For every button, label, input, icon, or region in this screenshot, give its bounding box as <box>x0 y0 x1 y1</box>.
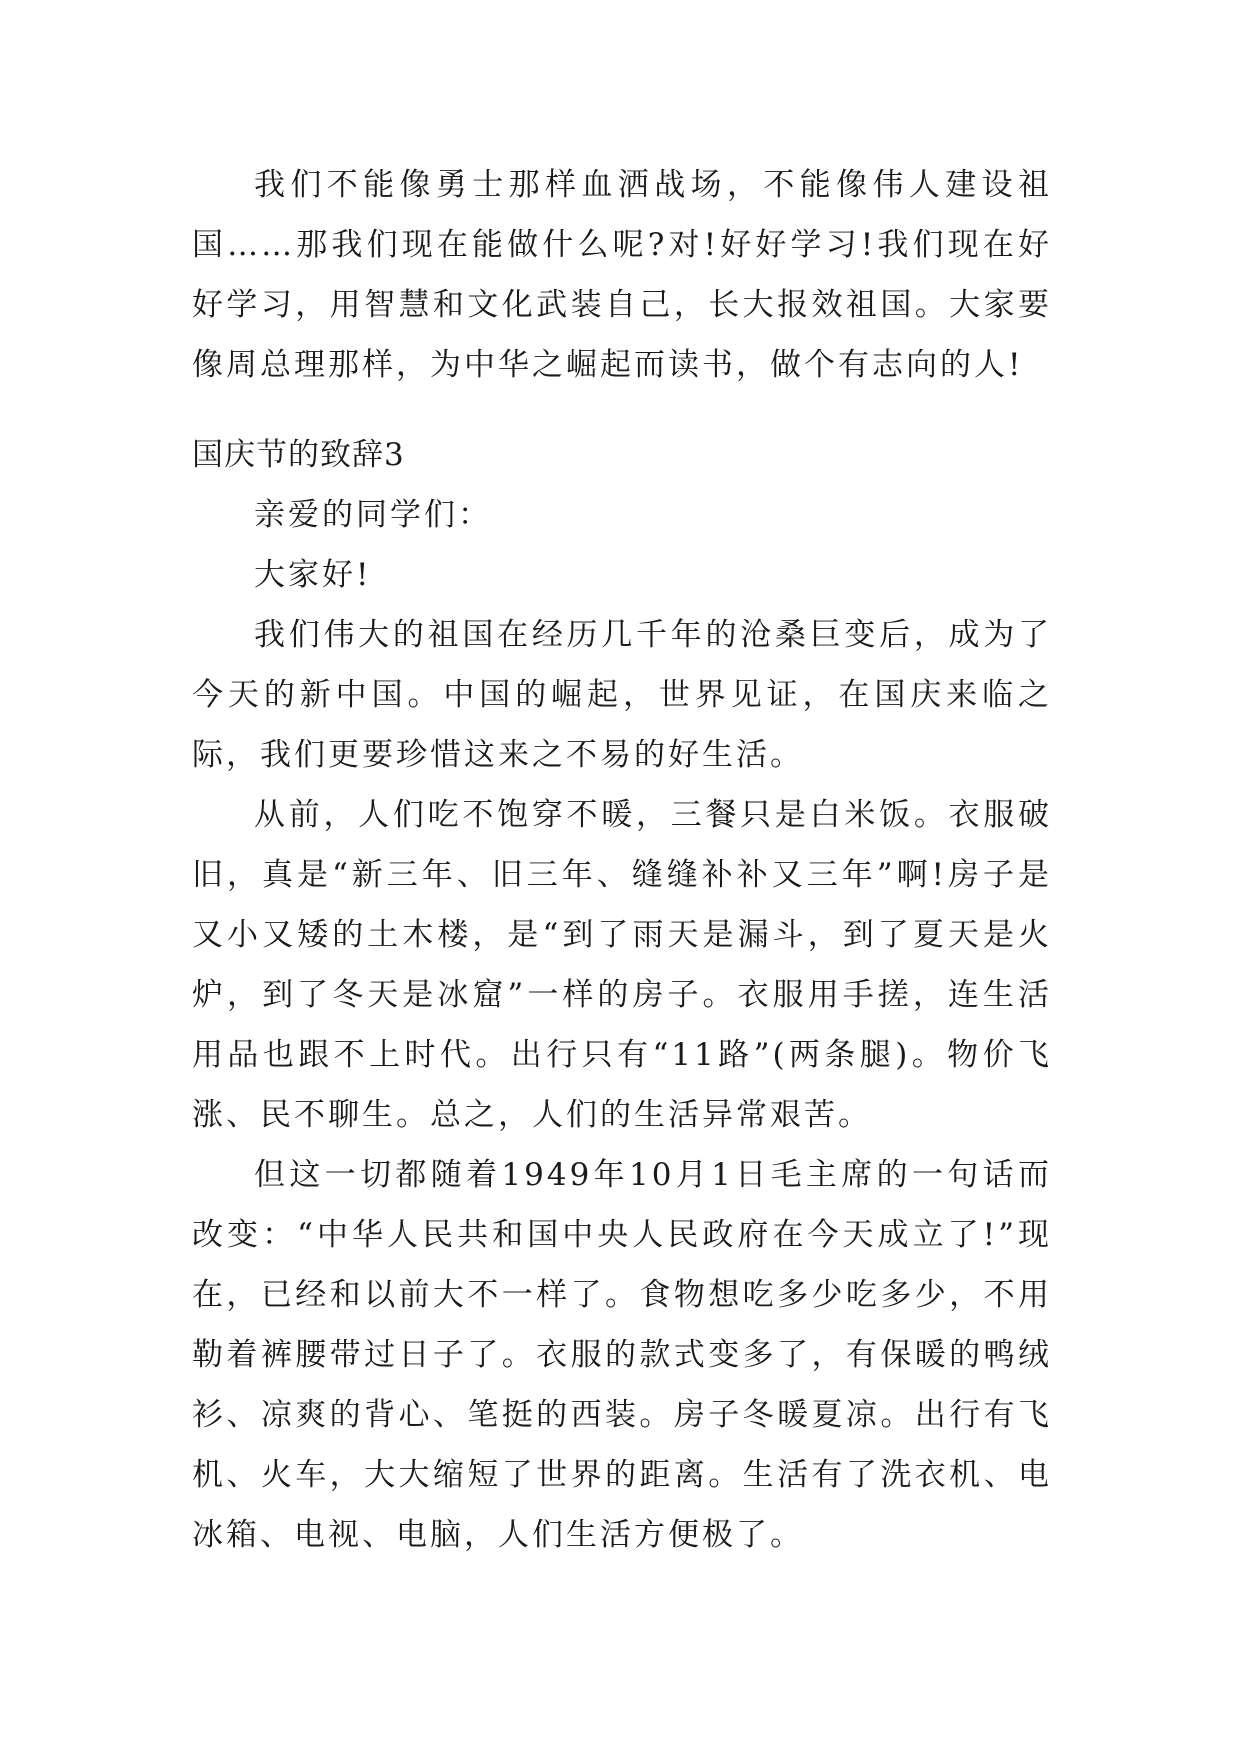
hello-line: 大家好! <box>254 557 372 593</box>
body-paragraph: 从前，人们吃不饱穿不暖，三餐只是白米饭。衣服破旧，真是“新三年、旧三年、缝缝补补又三年”啊!房子是又小又矮的土木楼，是“到了雨天是漏斗，到了夏天是火炉，到了冬天是冰窟”一样的房子。衣服用手搓，连生活用品也跟不上时代。出行只有“11路”(两条腿)。物价飞涨、民不聊生。总之，人们的生活异常艰苦。 <box>192 797 1052 1133</box>
body-paragraph: 我们伟大的祖国在经历几千年的沧桑巨变后，成为了今天的新中国。中国的崛起，世界见证，在国庆来临之际，我们更要珍惜这来之不易的好生活。 <box>192 617 1052 773</box>
body-paragraph: 我们不能像勇士那样血洒战场，不能像伟人建设祖国……那我们现在能做什么呢?对!好好学习!我们现在好好学习，用智慧和文化武装自己，长大报效祖国。大家要像周总理那样，为中华之崛起而读书，做个有志向的人! <box>192 167 1052 383</box>
document-page <box>192 155 1052 1565</box>
body-paragraph: 但这一切都随着1949年10月1日毛主席的一句话而改变：“中华人民共和国中央人民政府在今天成立了!”现在，已经和以前大不一样了。食物想吃多少吃多少，不用勒着裤腰带过日子了。衣服的款式变多了，有保暖的鸭绒衫、凉爽的背心、笔挺的西装。房子冬暖夏凉。出行有飞机、火车，大大缩短了世界的距离。生活有了洗衣机、电冰箱、电视、电脑，人们生活方便极了。 <box>192 1157 1052 1553</box>
greeting-line: 亲爱的同学们： <box>254 497 492 533</box>
section-heading: 国庆节的致辞3 <box>192 437 405 473</box>
